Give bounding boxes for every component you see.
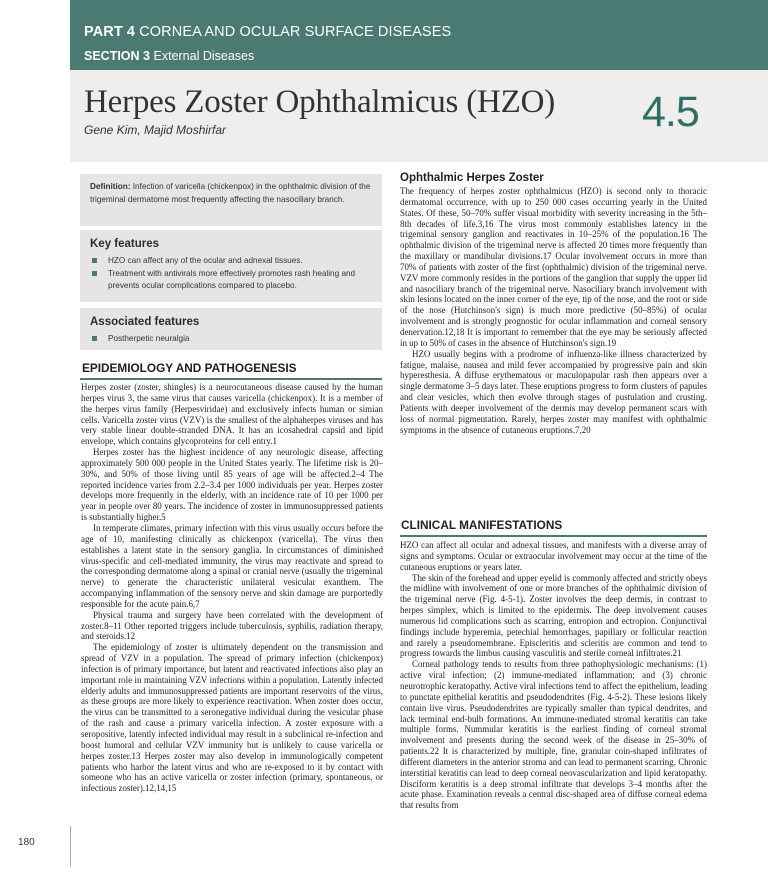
key-features-list (90, 255, 372, 292)
section-title (84, 49, 254, 63)
section-rule (80, 378, 382, 380)
associated-features-box (80, 308, 382, 350)
ophthalmic-herpes-zoster-heading: Ophthalmic Herpes Zoster (400, 172, 544, 184)
definition-box (80, 174, 382, 226)
definition-text: Infection of varicella (chickenpox) in the ophthalmic division of the trigeminal dermatome most frequently affecting the nasociliary branch. (90, 182, 371, 204)
list-item: Treatment with antivirals more effectively promotes rash healing and prevents ocular complications compared to placebo. (90, 268, 372, 292)
paragraph: HZO can affect all ocular and adnexal tissues, and manifests with a diverse array of signs and symptoms. Ocular or extraocular involvement may occur at the time of the cutaneous eruptions or years later. (400, 540, 707, 572)
paragraph: Herpes zoster has the highest incidence of any neurologic disease, affecting approximately 500 000 people in the United States yearly. The lifetime risk is 20–30%, and 50% of those living until 85 years of age will be affected.2–4 The reported incidence varies from 2.2–3.4 per 1000 individuals per year. Herpes zoster develops more frequently in the elderly, with an incidence rate of 10 per 1000 per year in people over 80 years. The incidence of zoster in immunosuppressed patients is substantially higher.5 (81, 447, 383, 523)
bullet-square-icon (92, 336, 97, 341)
section-label: SECTION 3 (84, 49, 150, 63)
left-column-body (81, 382, 383, 794)
section-name: External Diseases (153, 49, 255, 63)
paragraph: The epidemiology of zoster is ultimately dependent on the transmission and spread of VZV in a population. The spread of primary infection (chickenpox) infection is of primary importance, but latent and reactivated infections also play an important role in maintaining VZV infections within a population. Latently infected elderly adults and immunosuppressed patients are important reservoirs of the virus, as these groups are more likely to experience reactivation. When zoster does occur, the virus can be transmitted to a seronegative individual during the vesicular phase of the rash and cause a primary varicella infection. A zoster exposure with a seropositive, latently infected individual may result in a subclinical re-infection and boost humoral and cellular VZV immunity but is unlikely to cause varicella or herpes zoster.13 Herpes zoster may also develop in immunologically competent patients who harbor the latent virus and who are re-exposed to it by contact with someone who has an active varicella or zoster infection (primary, spontaneous, or infectious zoster).12,14,15 (81, 642, 383, 794)
paragraph: The skin of the forehead and upper eyelid is commonly affected and strictly obeys the midline with involvement of one or more branches of the ophthalmic division of the trigeminal nerve (Fig. 4-5-1). Zoster involves the deep dermis, in contrast to herpes simplex, which is limited to the epidermis. The deep involvement causes numerous lid complications such as scarring, entropion and ectropion. Conjunctival findings include hyperemia, petechial hemorrhages, papillary or follicular reaction and rarely a pseudomembrane. Episcleritis and scleritis are common and tend to progress towards the limbus causing vasculitis and sterile corneal infiltrates.21 (400, 572, 707, 659)
bullet-square-icon (92, 258, 97, 263)
clinical-manifestations-heading: CLINICAL MANIFESTATIONS (401, 518, 563, 532)
paragraph: In temperate climates, primary infection with this virus usually occurs before the age of 10, manifesting clinically as chickenpox (varicella). The virus then establishes a latent state in the sensory ganglia. In circumstances of diminished virus-specific and cell-mediated immunity, the virus may reactivate and spread to the corresponding dermatome along a spinal or cranial nerve (usually the trigeminal nerve) to generate the characteristic unilateral vesicular exanthem. The accompanying inflammation of the sensory nerve and skin damage are purportedly responsible for the acute pain.6,7 (81, 522, 383, 609)
page-number-rule (70, 826, 71, 866)
part-label: PART 4 (84, 24, 136, 40)
page-number: 180 (18, 837, 35, 848)
section-rule (400, 535, 707, 537)
associated-features-heading: Associated features (90, 316, 200, 328)
epidemiology-heading: EPIDEMIOLOGY AND PATHOGENESIS (82, 361, 297, 375)
bullet-square-icon (92, 271, 97, 276)
ophthalmic-herpes-zoster-body (400, 186, 707, 435)
chapter-title: Herpes Zoster Ophthalmicus (HZO) (84, 84, 556, 120)
chapter-number: 4.5 (642, 88, 699, 136)
list-item: HZO can affect any of the ocular and adnexal tissues. (90, 255, 372, 267)
paragraph: Corneal pathology tends to results from three pathophysiologic mechanisms: (1) active viral infection; (2) immune-mediated inflammation; and (3) chronic neurotrophic keratopathy. Active viral infections tend to affect the epithelium, leading to punctate epithelial keratitis and pseudodendrites (Fig. 4-5-2). These lesions likely contain live virus. Pseudodendrites are typically smaller than typical dendrites, and lack terminal end-bulb formations. An immune-mediated stromal keratitis can take multiple forms. Nummular keratitis is the earliest finding of corneal stromal involvement and presents during the second week of the disease in 25–30% of patients.22 It is characterized by multiple, fine, granular coin-shaped infiltrates of different diameters in the anterior stroma and can lead to permanent scarring. Chronic interstitial keratitis can lead to deep corneal neovascularization and lipid keratopathy. Disciform keratitis is a deep stromal infiltrate that develops 3–4 months after the acute phase. Examination reveals a central disc-shaped area of diffuse corneal edema that results from (400, 659, 707, 811)
paragraph: Herpes zoster (zoster, shingles) is a neurocutaneous disease caused by the human herpes virus 3, the same virus that causes varicella (chickenpox). It is a member of the herpes virus family (Herpesviridae) and exclusively infects human or simian cells. Varicella zoster virus (VZV) is the smallest of the alphaherpes viruses and has very stable linear double-stranded DNA. It has an icosahedral capsid and lipid envelope, which contains glycoproteins for cell entry.1 (81, 382, 383, 447)
clinical-manifestations-body (400, 540, 707, 811)
list-item: Postherpetic neuralgia (90, 333, 372, 345)
associated-features-list (90, 333, 372, 345)
paragraph: The frequency of herpes zoster ophthalmicus (HZO) is second only to thoracic dermatomal occurrence, with up to 250 000 cases occurring yearly in the United States. Of these, 50–70% suffer visual morbidity with severity increasing in the 5th–8th decades of life.3,16 The virus most commonly establishes latency in the trigeminal sensory ganglion and reactivates in 10–25% of the population.16 The ophthalmic division of the trigeminal nerve is affected 20 times more frequently than the maxillary or mandibular divisions.17 Ocular involvement occurs in more than 70% of patients with zoster of the first (ophthalmic) division of the trigeminal nerve. VZV more commonly resides in the portions of the ganglion that supply the upper lid and nasociliary branch of the trigeminal nerve. Nasociliary branch involvement with skin lesions located on the inner corner of the eye, tip of the nose, and the root or side of the nose (Hutchinson's sign) is much more predictive (50–85%) of ocular involvement and is strongly prognostic for ocular inflammation and corneal sensory denervation.12,18 It is important to remember that the eye may be seriously affected in up to 50% of cases in the absence of Hutchinson's sign.19 (400, 186, 707, 348)
part-name: CORNEA AND OCULAR SURFACE DISEASES (139, 24, 452, 40)
paragraph: HZO usually begins with a prodrome of influenza-like illness characterized by fatigue, malaise, nausea and mild fever accompanied by progressive pain and skin hyperesthesia. A diffuse erythematous or maculopapular rash then appears over a single dermatome 3–5 days later. These eruptions progress to form clusters of papules and clear vesicles, which then evolve through stages of pustulation and crusting. Patients with deeper involvement of the dermis may develop permanent scars with loss of normal pigmentation. Rarely, herpes zoster may manifest with ophthalmic symptoms in the absence of cutaneous eruptions.7,20 (400, 348, 707, 435)
key-features-heading: Key features (90, 238, 160, 250)
part-title (84, 24, 451, 40)
paragraph: Physical trauma and surgery have been correlated with the development of zoster.8–11 Other reported triggers include tuberculosis, syphilis, radiation therapy, and steroids.12 (81, 609, 383, 642)
chapter-authors: Gene Kim, Majid Moshirfar (84, 123, 227, 137)
definition-label: Definition: (90, 182, 131, 191)
key-features-box (80, 230, 382, 302)
